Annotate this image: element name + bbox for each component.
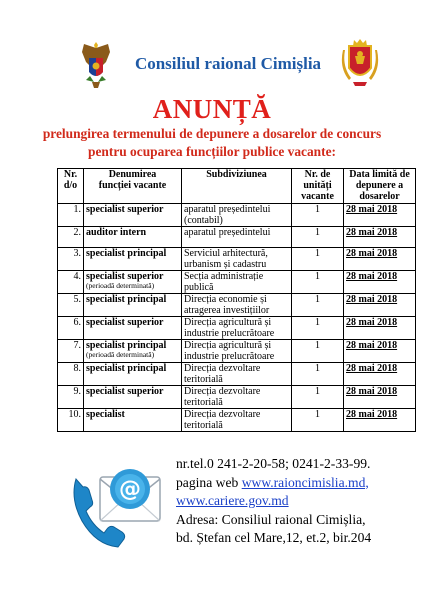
row-number: 3.	[58, 248, 84, 271]
table-row	[58, 227, 416, 248]
function-name: specialist principal (perioadă determinată)	[84, 340, 182, 363]
function-name: specialist	[84, 409, 182, 432]
row-number: 7.	[58, 340, 84, 363]
function-name: specialist principal	[84, 294, 182, 317]
function-name: specialist principal	[84, 248, 182, 271]
header-nr: Nr. d/o	[58, 169, 84, 204]
announcement-line-2: pentru ocuparea funcțiilor publice vacante:	[88, 144, 336, 159]
announcement-heading: ANUNȚĂ	[152, 94, 272, 124]
table-row	[58, 340, 416, 363]
deadline-date: 28 mai 2018	[344, 409, 416, 432]
header	[0, 38, 424, 90]
subdivision: aparatul președintelui	[182, 227, 292, 248]
deadline-date: 28 mai 2018	[344, 271, 416, 294]
deadline-date: 28 mai 2018	[344, 386, 416, 409]
contact-address-1: Adresa: Consiliul raional Cimișlia,	[176, 511, 366, 527]
subdivision: Direcția dezvoltare teritorială	[182, 363, 292, 386]
phone-email-icon	[70, 459, 166, 553]
moldova-coat-of-arms-icon	[78, 42, 114, 90]
header-deadline: Data limită de depunere a dosarelor	[344, 169, 416, 204]
vacancy-count: 1	[292, 227, 344, 248]
cimislia-coat-of-arms-icon	[341, 38, 379, 88]
deadline-date: 28 mai 2018	[344, 363, 416, 386]
subdivision: Direcția economie și atragerea investițiilor	[182, 294, 292, 317]
table-header-row	[58, 169, 416, 204]
function-name: auditor intern	[84, 227, 182, 248]
table-row	[58, 294, 416, 317]
row-number: 9.	[58, 386, 84, 409]
vacancy-count: 1	[292, 204, 344, 227]
contact-web-label: pagina web	[176, 474, 239, 490]
row-number: 5.	[58, 294, 84, 317]
subdivision: Direcția dezvoltare teritorială	[182, 409, 292, 432]
row-number: 1.	[58, 204, 84, 227]
deadline-date: 28 mai 2018	[344, 204, 416, 227]
table-row	[58, 204, 416, 227]
row-number: 2.	[58, 227, 84, 248]
contact-phone: nr.tel.0 241-2-20-58; 0241-2-33-99.	[176, 456, 371, 471]
deadline-date: 28 mai 2018	[344, 294, 416, 317]
vacancy-count: 1	[292, 317, 344, 340]
vacancy-count: 1	[292, 386, 344, 409]
table-row	[58, 248, 416, 271]
deadline-date: 28 mai 2018	[344, 340, 416, 363]
row-number: 4.	[58, 271, 84, 294]
deadline-date: 28 mai 2018	[344, 317, 416, 340]
link-raioncimislia[interactable]: www.raioncimislia.md,	[241, 474, 369, 490]
row-number: 8.	[58, 363, 84, 386]
subdivision: Secția administrație publică	[182, 271, 292, 294]
row-number: 6.	[58, 317, 84, 340]
subdivision: Direcția agricultură și industrie prelucrătoare	[182, 340, 292, 363]
contact-address-2: bd. Ștefan cel Mare,12, et.2, bir.204	[176, 530, 372, 545]
function-name: specialist superior	[84, 386, 182, 409]
function-note: (perioadă determinată)	[86, 350, 155, 359]
function-name: specialist principal	[84, 363, 182, 386]
table-row	[58, 363, 416, 386]
function-note: (perioadă determinată)	[86, 281, 155, 290]
subdivision: Direcția agricultură și industrie prelucrătoare	[182, 317, 292, 340]
council-title: Consiliul raional Cimișlia	[134, 54, 322, 73]
vacancy-count: 1	[292, 248, 344, 271]
header-count: Nr. de unități vacante	[292, 169, 344, 204]
deadline-date: 28 mai 2018	[344, 248, 416, 271]
link-cariere[interactable]: www.cariere.gov.md	[176, 493, 289, 508]
announcement-line-1: prelungirea termenului de depunere a dosarelor de concurs	[42, 126, 382, 141]
row-number: 10.	[58, 409, 84, 432]
table-row	[58, 271, 416, 294]
vacancy-count: 1	[292, 409, 344, 432]
subdivision: Serviciul arhitectură, urbanism și cadastru	[182, 248, 292, 271]
function-name: specialist superior (perioadă determinată)	[84, 271, 182, 294]
svg-text:@: @	[119, 477, 141, 502]
vacancy-count: 1	[292, 363, 344, 386]
subdivision: Direcția dezvoltare teritorială	[182, 386, 292, 409]
vacancy-count: 1	[292, 271, 344, 294]
header-function: Denumirea funcției vacante	[84, 169, 182, 204]
table-row	[58, 409, 416, 432]
table-row	[58, 317, 416, 340]
vacancy-count: 1	[292, 294, 344, 317]
vacancies-table	[57, 168, 416, 432]
table-row	[58, 386, 416, 409]
subdivision: aparatul președintelui (contabil)	[182, 204, 292, 227]
function-name: specialist superior	[84, 204, 182, 227]
contact-web-line	[176, 474, 424, 493]
deadline-date: 28 mai 2018	[344, 227, 416, 248]
function-name: specialist superior	[84, 317, 182, 340]
contact-block	[176, 455, 424, 548]
vacancy-count: 1	[292, 340, 344, 363]
header-subdivision: Subdiviziunea	[182, 169, 292, 204]
